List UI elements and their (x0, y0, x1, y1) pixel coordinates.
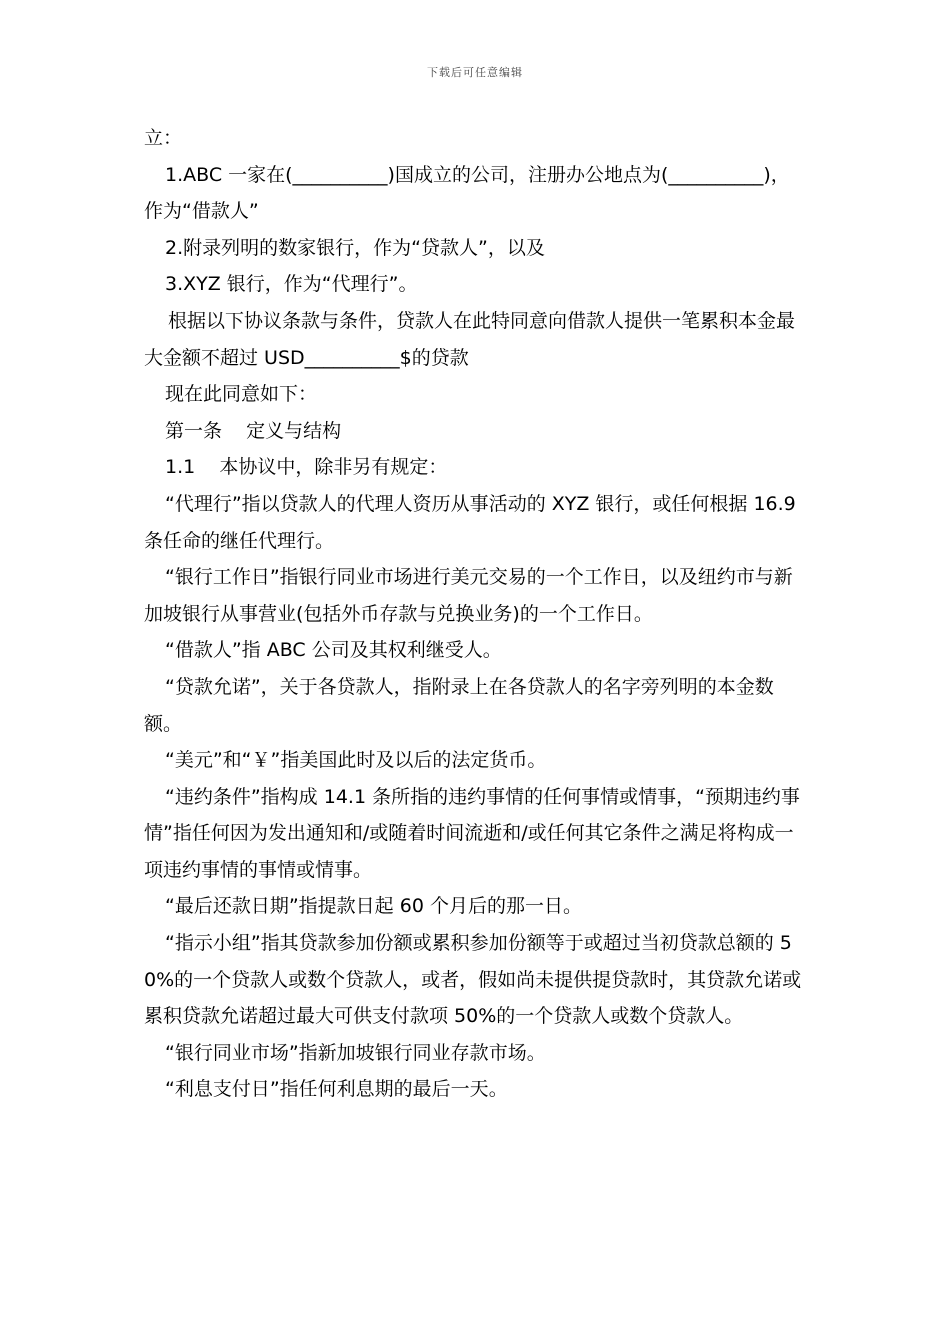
paragraph-0: 立： (144, 127, 183, 149)
definition-agent-bank: “代理行”指以贷款人的代理人资历从事活动的 XYZ 银行，或任何根据 16.9 条任命的继任代理行。 (144, 492, 802, 552)
paragraph-party-lenders: 2.附录列明的数家银行，作为“贷款人”，以及 (165, 236, 545, 259)
definition-dollars: “美元”和“￥”指美国此时及以后的法定货币。 (165, 749, 547, 772)
section-heading-1-1: 1.1 本协议中，除非另有规定： (165, 456, 448, 479)
definition-interest-payment-date: “利息支付日”指任何利息期的最后一天。 (165, 1078, 508, 1101)
paragraph-loan-amount: 根据以下协议条款与条件，贷款人在此特同意向借款人提供一笔累积本金最大金额不超过 USD__________$的贷款 (144, 309, 796, 369)
definition-instructing-group: “指示小组”指其贷款参加份额或累积参加份额等于或超过当初贷款总额的 50%的一个贷款人或数个贷款人，或者，假如尚未提供提贷款时，其贷款允诺或累积贷款允诺超过最大可供支付款项 50%的一个贷款人或数个贷款人。 (144, 932, 802, 1028)
definition-event-of-default: “违约条件”指构成 14.1 条所指的违约事情的任何事情或情事，“预期违约事情”指任何因为发出通知和/或随着时间流逝和/或任何其它条件之满足将构成一项违约事情的事情或情事。 (144, 785, 800, 881)
definition-borrower: “借款人”指 ABC 公司及其权利继受人。 (165, 639, 502, 662)
document-body (144, 120, 808, 1108)
definition-interbank-market: “银行同业市场”指新加坡银行同业存款市场。 (165, 1041, 546, 1064)
definition-commitment: “贷款允诺”，关于各贷款人，指附录上在各贷款人的名字旁列明的本金数额。 (144, 675, 774, 735)
paragraph-party-agent: 3.XYZ 银行，作为“代理行”。 (165, 273, 418, 296)
paragraph-agreement: 现在此同意如下： (165, 383, 318, 406)
paragraph-party-borrower: 1.ABC 一家在(__________)国成立的公司，注册办公地点为(__________)，作为“借款人” (144, 163, 790, 223)
definition-final-repayment-date: “最后还款日期”指提款日起 60 个月后的那一日。 (165, 895, 582, 918)
section-heading-article-1: 第一条 定义与结构 (165, 419, 342, 442)
definition-business-day: “银行工作日”指银行同业市场进行美元交易的一个工作日，以及纽约市与新加坡银行从事营业(包括外币存款与兑换业务)的一个工作日。 (144, 566, 793, 625)
page-header: 下载后可任意编辑 (427, 66, 523, 79)
